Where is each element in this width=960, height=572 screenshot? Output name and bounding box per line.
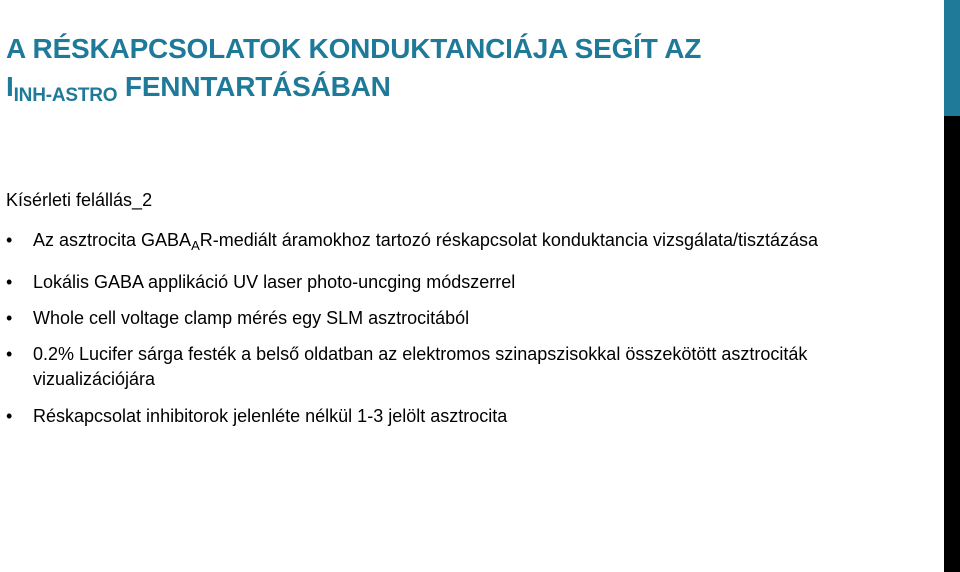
bullet-dot: •	[6, 230, 13, 250]
slide-title	[6, 30, 906, 115]
bullet-text: Réskapcsolat inhibitorok jelenléte nélkül 1-3 jelölt asztrocita	[33, 406, 508, 426]
bullet-dot: •	[6, 406, 13, 426]
bullet-text-pre: Az asztrocita GABA	[33, 230, 192, 250]
bullet-text: Lokális GABA applikáció UV laser photo-uncging módszerrel	[33, 272, 516, 292]
bullet-item	[0, 404, 920, 429]
bullet-text: 0.2% Lucifer sárga festék a belső oldatban az elektromos szinapszisokkal összekötött asztrociták vizualizációjára	[33, 344, 808, 389]
title-line-1: A RÉSKAPCSOLATOK KONDUKTANCIÁJA SEGÍT AZ	[6, 33, 702, 64]
bullet-item	[0, 270, 920, 295]
bullet-dot: •	[6, 344, 13, 364]
title-line-2-main: I	[6, 71, 14, 102]
bullet-item	[0, 228, 920, 258]
bullet-text-post: R-mediált áramokhoz tartozó réskapcsolat konduktancia vizsgálata/tisztázása	[199, 230, 819, 250]
bullet-dot: •	[6, 308, 13, 328]
bullet-text: Whole cell voltage clamp mérés egy SLM asztrocitából	[33, 308, 470, 328]
section-subtitle: Kísérleti felállás_2	[6, 190, 153, 210]
accent-bar-teal-segment	[944, 0, 960, 116]
bullet-list	[0, 228, 920, 440]
title-line-2-rest: FENNTARTÁSÁBAN	[117, 71, 391, 102]
title-line-2-subscript: INH-ASTRO	[13, 85, 118, 106]
bullet-text-subscript: A	[191, 238, 200, 253]
bullet-item	[0, 306, 920, 331]
bullet-item	[0, 342, 920, 392]
accent-bar	[944, 0, 960, 572]
bullet-dot: •	[6, 272, 13, 292]
